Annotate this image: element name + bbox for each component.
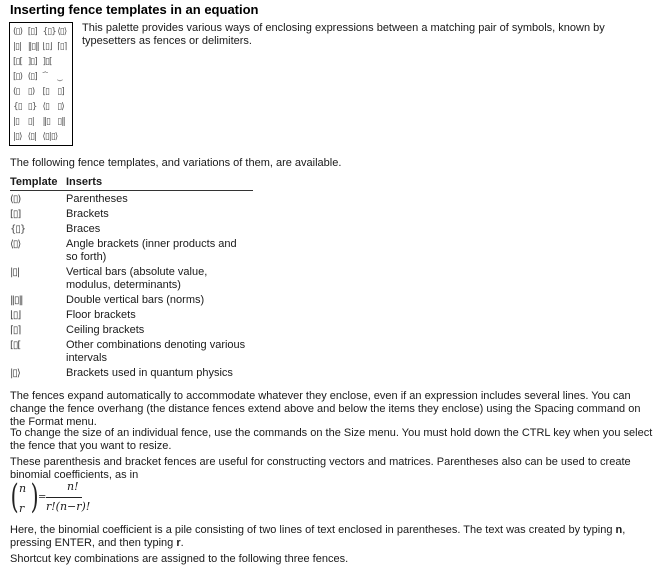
inserts-text: Parentheses xyxy=(66,193,128,205)
fence-template-icon[interactable]: ⌈▯⌉ xyxy=(57,42,67,52)
here-text-1: Here, the binomial coefficient is a pile consisting of two lines of text enclosed in parentheses. The text was created by typing xyxy=(10,524,616,536)
fraction-bar xyxy=(46,497,82,498)
fence-template-icon[interactable]: (▯) xyxy=(13,27,22,37)
fence-template-icon[interactable]: ▯} xyxy=(27,102,37,112)
fence-template-icon[interactable]: [▯[ xyxy=(13,57,22,67)
fence-template-icon[interactable]: {▯ xyxy=(13,102,22,112)
table-row xyxy=(10,339,253,365)
fence-template-icon[interactable]: [▯ xyxy=(42,87,49,97)
binomial-equation xyxy=(10,479,130,519)
template-icon: ⌈▯⌉ xyxy=(10,325,21,336)
fence-template-icon[interactable]: ⟨▯ xyxy=(42,102,49,112)
here-text-3: . xyxy=(180,537,184,549)
typed-r: r xyxy=(176,537,181,549)
pile-bottom: r xyxy=(19,502,25,515)
vectors-paragraph: These parenthesis and bracket fences are useful for constructing vectors and matrices. Parentheses also can be used to create binomial coefficients, as in xyxy=(10,456,631,481)
template-icon: [▯] xyxy=(10,209,21,220)
table-row xyxy=(10,208,253,221)
equals-sign: = xyxy=(38,492,47,503)
fence-template-icon[interactable]: |▯| xyxy=(13,42,22,52)
following-paragraph: The following fence templates, and variations of them, are available. xyxy=(10,157,342,169)
intro-paragraph: This palette provides various ways of enclosing expressions between a matching pair of symbols, known by typesetters as fences or delimiters. xyxy=(82,22,605,47)
inserts-text: Braces xyxy=(66,223,101,235)
fence-template-icon[interactable]: ‖▯‖ xyxy=(27,42,39,52)
fence-template-icon[interactable]: ]▯[ xyxy=(42,57,52,67)
inserts-text: Angle brackets (inner products and so forth) xyxy=(66,238,237,263)
inserts-text: Double vertical bars (norms) xyxy=(66,294,205,306)
palette-row xyxy=(13,70,72,85)
fence-template-icon[interactable]: {▯} xyxy=(42,27,56,37)
fence-template-icon[interactable]: ▯] xyxy=(57,87,64,97)
table-row xyxy=(10,324,253,337)
fence-template-icon[interactable]: (▯ xyxy=(13,87,20,97)
palette-row xyxy=(13,40,72,55)
fence-template-icon[interactable]: ▯‖ xyxy=(57,117,65,127)
table-row xyxy=(10,266,253,292)
fence-template-icon[interactable]: ⟨▯⟩ xyxy=(57,27,67,37)
fraction-numerator: n! xyxy=(67,480,79,493)
inserts-text: Other combinations denoting various intervals xyxy=(66,339,246,364)
left-paren: ( xyxy=(10,477,19,517)
header-template: Template xyxy=(10,176,58,188)
table-header xyxy=(10,176,253,191)
inserts-text: Brackets xyxy=(66,208,109,220)
table-row xyxy=(10,238,253,264)
fence-template-icon[interactable]: [▯) xyxy=(13,72,22,82)
fence-template-icon[interactable]: ⌊▯⌋ xyxy=(42,42,52,52)
fence-template-icon[interactable]: |▯⟩ xyxy=(13,132,22,142)
palette-row xyxy=(13,55,72,70)
inserts-text: Ceiling brackets xyxy=(66,324,145,336)
fence-template-icon[interactable]: ⟨▯|▯⟩ xyxy=(42,132,58,142)
template-icon: |▯⟩ xyxy=(10,368,20,379)
template-icon: |▯| xyxy=(10,267,20,278)
fence-template-icon[interactable]: ▯) xyxy=(27,87,35,97)
page-title: Inserting fence templates in an equation xyxy=(10,2,259,17)
fraction-denominator: r!(n−r)! xyxy=(46,500,91,513)
fence-palette xyxy=(9,22,73,146)
palette-row xyxy=(13,100,72,115)
table-row xyxy=(10,367,253,380)
fence-template-icon[interactable]: ‖▯ xyxy=(42,117,50,127)
template-icon: (▯) xyxy=(10,194,21,205)
fence-template-icon[interactable]: ]▯] xyxy=(27,57,37,67)
typed-n: n xyxy=(615,524,623,536)
fence-template-icon[interactable]: ▯| xyxy=(27,117,34,127)
expand-paragraph: The fences expand automatically to accommodate whatever they enclose, even if an expression includes several lines. You can change the fence overhang (the distance fences extend above and below the items they enclose) using the Spacing command on the Format menu. xyxy=(10,390,641,428)
resize-paragraph: To change the size of an individual fence, use the commands on the Size menu. You must hold down the CTRL key when you select the fence that you want to resize. xyxy=(10,427,653,452)
right-paren: ) xyxy=(30,477,39,517)
shortcut-paragraph: Shortcut key combinations are assigned to the following three fences. xyxy=(10,553,349,565)
pile-top: n xyxy=(19,482,27,495)
fence-template-icon[interactable]: ⟨▯| xyxy=(27,132,37,142)
template-icon: [▯[ xyxy=(10,340,21,351)
fence-template-icon[interactable]: ⏟ xyxy=(57,72,62,82)
table-row xyxy=(10,223,253,236)
inserts-text: Floor brackets xyxy=(66,309,136,321)
fence-template-icon xyxy=(57,130,72,144)
fence-templates-table xyxy=(10,176,253,380)
header-inserts: Inserts xyxy=(66,176,103,188)
template-icon: {▯} xyxy=(10,224,26,235)
inserts-text: Brackets used in quantum physics xyxy=(66,367,233,379)
palette-row xyxy=(13,130,72,145)
table-row xyxy=(10,309,253,322)
palette-row xyxy=(13,25,72,40)
inserts-text: Vertical bars (absolute value, modulus, determinants) xyxy=(66,266,208,291)
fence-template-icon[interactable]: (▯] xyxy=(27,72,37,82)
table-body xyxy=(10,193,253,380)
palette-row xyxy=(13,115,72,130)
fence-template-icon[interactable]: [▯] xyxy=(27,27,37,37)
palette-row xyxy=(13,85,72,100)
template-icon: ‖▯‖ xyxy=(10,295,23,306)
here-text-2: , pressing ENTER, and then typing xyxy=(10,524,626,549)
template-icon: ⟨▯⟩ xyxy=(10,239,21,250)
fence-template-icon[interactable]: ⏞ xyxy=(42,72,47,82)
fence-template-icon[interactable]: ▯⟩ xyxy=(57,102,64,112)
template-icon: ⌊▯⌋ xyxy=(10,310,21,321)
table-row xyxy=(10,193,253,206)
fence-template-icon xyxy=(57,55,72,69)
fence-template-icon[interactable]: |▯ xyxy=(13,117,19,127)
here-paragraph xyxy=(10,524,655,550)
table-row xyxy=(10,294,253,307)
